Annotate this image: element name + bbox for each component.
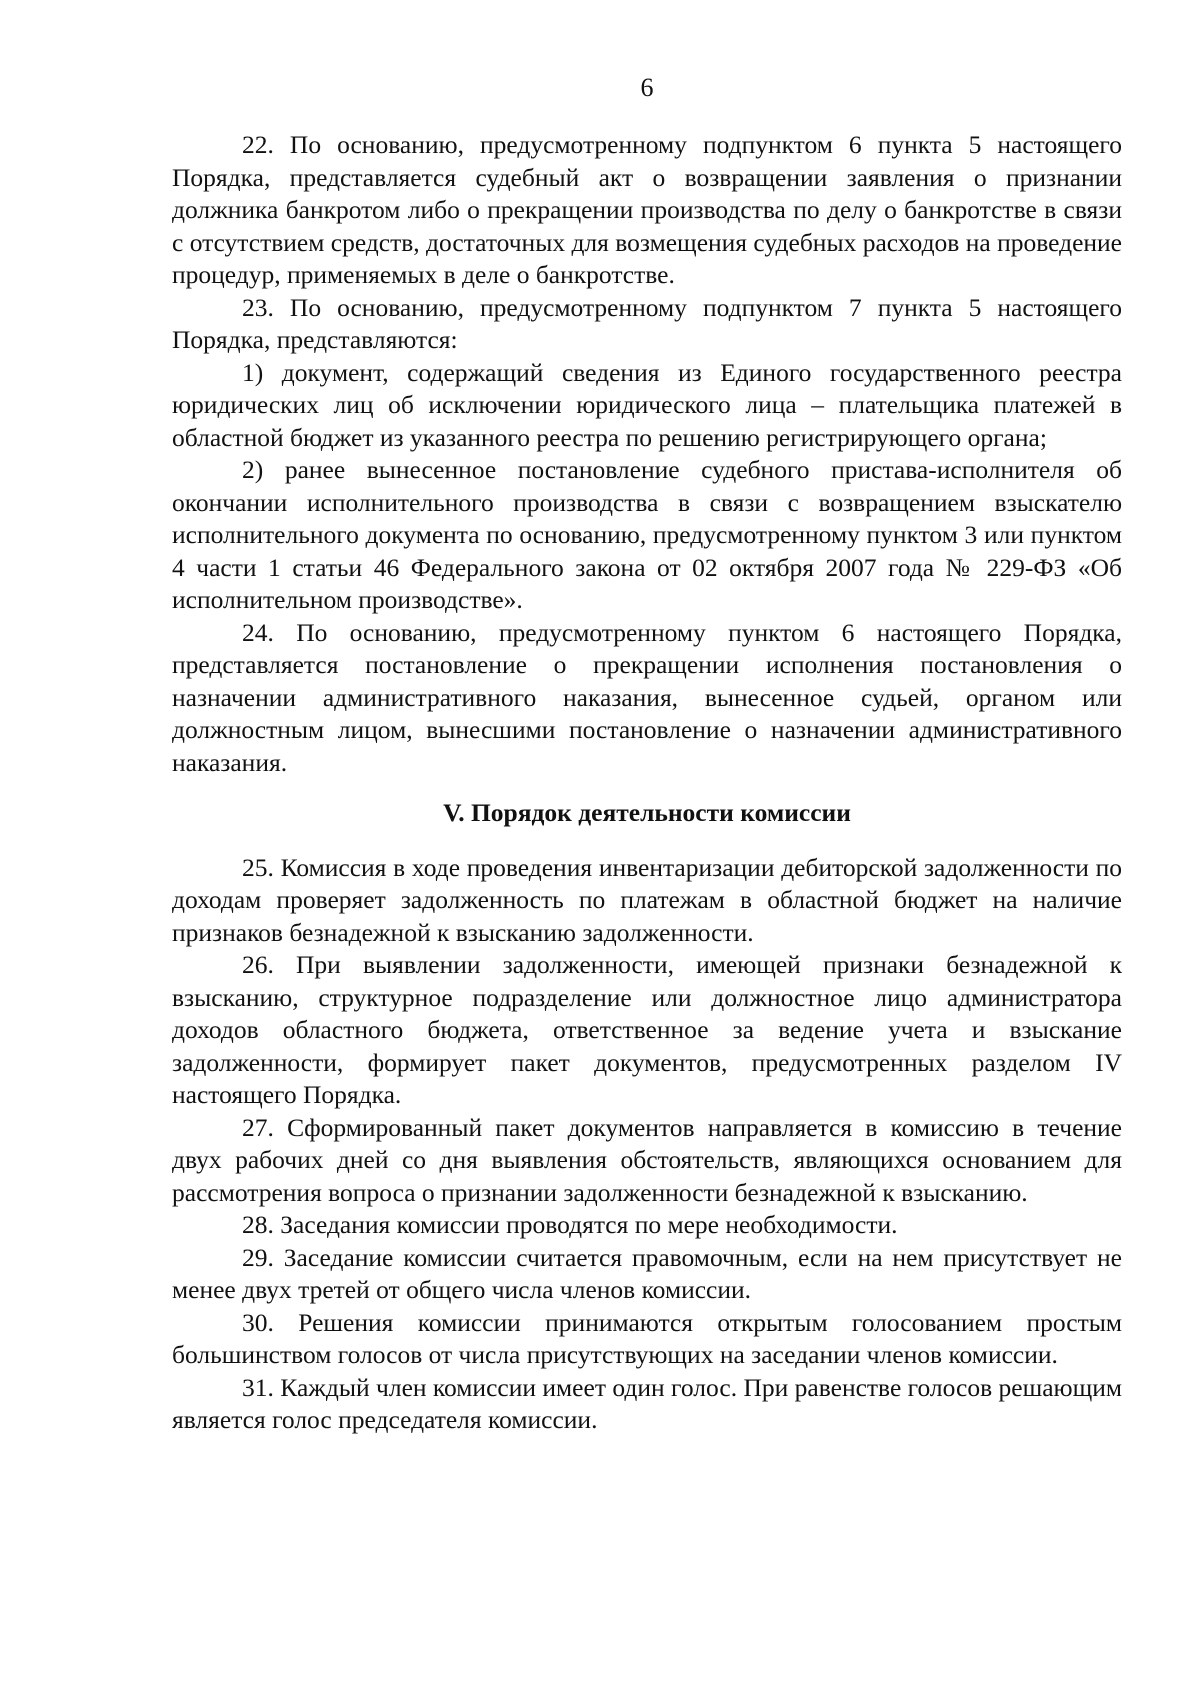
- paragraph-31: 31. Каждый член комиссии имеет один голос. При равенстве голосов решающим является голос председателя комиссии.: [172, 1372, 1122, 1434]
- paragraph-29: 29. Заседание комиссии считается правомочным, если на нем присутствует не менее двух третей от общего числа членов комиссии.: [172, 1242, 1122, 1304]
- page-number: 6: [640, 73, 654, 102]
- document-page: [172, 0, 1122, 1696]
- paragraph-28: 28. Заседания комиссии проводятся по мере необходимости.: [242, 1210, 898, 1239]
- paragraph-26: 26. При выявлении задолженности, имеющей признаки безнадежной к взысканию, структурное подразделение или должностное лицо администратора доходов областного бюджета, ответственное за ведение учета и взыскание задолженности, формирует пакет документов, предусмотренных разделом IV настоящего Порядка.: [172, 950, 1122, 1109]
- paragraph-27: 27. Сформированный пакет документов направляется в комиссию в течение двух рабочих дней со дня выявления обстоятельств, являющихся основанием для рассмотрения вопроса о признании задолженности безнадежной к взысканию.: [172, 1112, 1122, 1207]
- paragraph-22: 22. По основанию, предусмотренному подпунктом 6 пункта 5 настоящего Порядка, представляется судебный акт о возвращении заявления о признании должника банкротом либо о прекращении производства по делу о банкротстве в связи с отсутствием средств, достаточных для возмещения судебных расходов на проведение процедур, применяемых в деле о банкротстве.: [172, 130, 1122, 289]
- paragraph-24: 24. По основанию, предусмотренному пунктом 6 настоящего Порядка, представляется постановление о прекращении исполнения постановления о назначении административного наказания, вынесенное судьей, органом или должностным лицом, вынесшими постановление о назначении административного наказания.: [172, 617, 1122, 777]
- document-body: [172, 129, 1122, 1437]
- paragraph-23: 23. По основанию, предусмотренному подпунктом 7 пункта 5 настоящего Порядка, представляются:: [172, 292, 1122, 354]
- paragraph-23-item-2: 2) ранее вынесенное постановление судебного пристава-исполнителя об окончании исполнительного производства в связи с возвращением взыскателю исполнительного документа по основанию, предусмотренному пунктом 3 или пунктом 4 части 1 статьи 46 Федерального закона от 02 октября 2007 года № 229-ФЗ «Об исполнительном производстве».: [172, 455, 1122, 614]
- section-v-heading: V. Порядок деятельности комиссии: [443, 798, 851, 827]
- paragraph-23-item-1: 1) документ, содержащий сведения из Единого государственного реестра юридических лиц об исключении юридического лица – плательщика платежей в областной бюджет из указанного реестра по решению регистрирующего органа;: [172, 357, 1122, 452]
- paragraph-30: 30. Решения комиссии принимаются открытым голосованием простым большинством голосов от числа присутствующих на заседании членов комиссии.: [172, 1307, 1122, 1369]
- paragraph-25: 25. Комиссия в ходе проведения инвентаризации дебиторской задолженности по доходам проверяет задолженность по платежам в областной бюджет на наличие признаков безнадежной к взысканию задолженности.: [172, 852, 1122, 947]
